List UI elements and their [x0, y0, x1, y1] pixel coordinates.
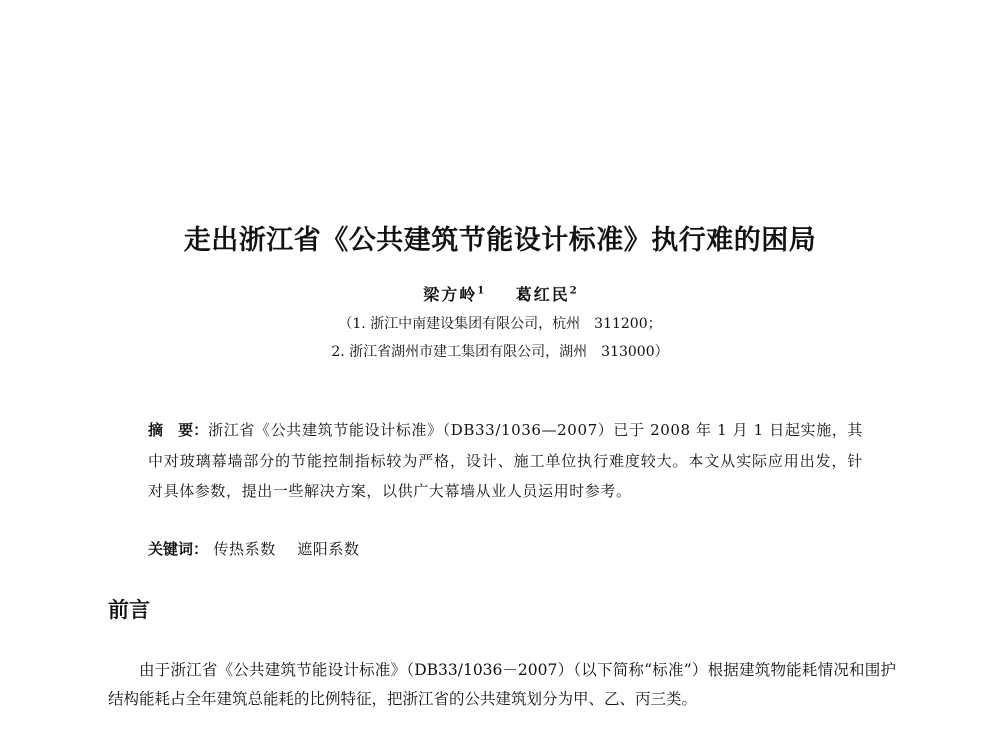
body-paragraph: 由于浙江省《公共建筑节能设计标准》（DB33/1036－2007）（以下简称“标准”）根据建筑物能耗情况和围护结构能耗占全年建筑总能耗的比例特征，把浙江省的公共建筑划分为甲、乙、丙三类。 [108, 661, 896, 708]
keywords [148, 538, 863, 559]
abstract-label: 摘 要： [148, 421, 209, 439]
abstract-text: 浙江省《公共建筑节能设计标准》（DB33/1036—2007）已于 2008 年 1 月 1 日起实施，其中对玻璃幕墙部分的节能控制指标较为严格，设计、施工单位执行难度较大。本文从实际应用出发，针对具体参数，提出一些解决方案，以供广大幕墙从业人员运用时参考。 [148, 421, 863, 500]
author-name: 梁方岭 [423, 285, 478, 304]
author-affiliation-mark: 2 [569, 285, 577, 297]
keyword: 遮阳系数 [297, 540, 360, 558]
author-1 [423, 285, 484, 304]
abstract [148, 415, 863, 507]
paper-title: 走出浙江省《公共建筑节能设计标准》执行难的困局 [183, 225, 817, 256]
author-name: 葛红民 [515, 285, 570, 304]
keyword: 传热系数 [213, 540, 276, 558]
author-line [0, 282, 1000, 305]
author-2 [516, 285, 577, 304]
affiliation-1: （1. 浙江中南建设集团有限公司，杭州 311200； [338, 316, 662, 332]
author-affiliation-mark: 1 [477, 285, 485, 297]
keywords-label: 关键词： [148, 540, 209, 558]
section-heading: 前言 [108, 598, 150, 622]
affiliation-2: 2. 浙江省湖州市建工集团有限公司，湖州 313000） [331, 344, 669, 360]
